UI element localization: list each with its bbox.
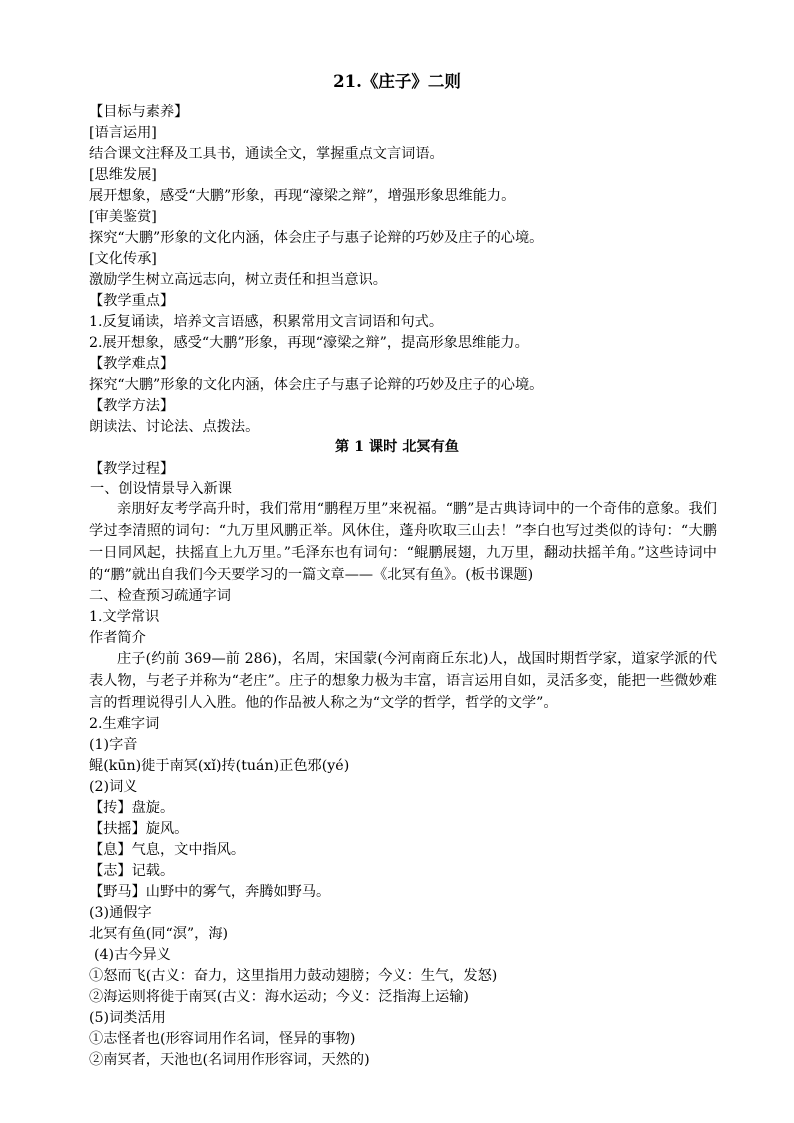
cilei-heading: (5)词类活用 — [89, 1010, 166, 1026]
cilei-item-1: ①志怪者也(形容词用作名词，怪异的事物) — [89, 1031, 356, 1047]
section-1-heading: 一、创设情景导入新课 — [90, 481, 232, 497]
key-point-1: 1.反复诵读，培养文言语感，积累常用文言词语和句式。 — [89, 314, 444, 330]
meaning-item-2: 【扶摇】旋风。 — [89, 821, 189, 837]
language-text: 结合课文注释及工具书，通读全文，掌握重点文言词语。 — [89, 146, 444, 162]
key-point-2: 2.展开想象，感受“大鹏”形象，再现“濠梁之辩”，提高形象思维能力。 — [89, 335, 529, 351]
pronunciation-text: 鲲(kūn)徙于南冥(xǐ)抟(tuán)正色邪(yé) — [89, 758, 350, 774]
aesthetic-tag: [审美鉴赏] — [89, 209, 157, 225]
document-title: 21.《庄子》二则 — [333, 72, 461, 91]
goals-heading: 【目标与素养】 — [89, 104, 189, 120]
difficulties-text: 探究“大鹏”形象的文化内涵，体会庄子与惠子论辩的巧妙及庄子的心境。 — [89, 377, 544, 393]
language-tag: [语言运用] — [89, 125, 157, 141]
vocab-heading: 2.生难字词 — [89, 716, 160, 732]
meaning-heading: (2)词义 — [89, 779, 138, 795]
meaning-item-4: 【志】记载。 — [89, 863, 175, 879]
lesson-title: 第 1 课时 北冥有鱼 — [334, 439, 459, 455]
cilei-item-2: ②南冥者，天池也(名词用作形容词，天然的) — [89, 1052, 370, 1068]
meaning-item-1: 【抟】盘旋。 — [89, 800, 175, 816]
tongjia-text: 北冥有鱼(同“溟”，海) — [89, 926, 229, 942]
author-heading: 作者简介 — [89, 630, 146, 646]
difficulties-heading: 【教学难点】 — [89, 356, 175, 372]
key-points-heading: 【教学重点】 — [89, 293, 175, 309]
tongjia-heading: (3)通假字 — [89, 905, 152, 921]
gujin-item-1: ①怒而飞(古义：奋力，这里指用力鼓动翅膀；今义：生气，发怒) — [89, 968, 498, 984]
culture-tag: [文化传承] — [89, 251, 157, 267]
section-2-heading: 二、检查预习疏通字词 — [89, 588, 231, 604]
gujin-heading: (4)古今异义 — [94, 947, 171, 963]
pronunciation-heading: (1)字音 — [89, 737, 138, 753]
methods-text: 朗读法、讨论法、点拨法。 — [89, 419, 260, 435]
intro-paragraph: 亲朋好友考学高升时，我们常用“鹏程万里”来祝福。“鹏”是古典诗词中的一个奇伟的意象。我们学过李清照的词句：“九万里风鹏正举。风休住，蓬舟吹取三山去！”李白也写过类似的诗句：“大鹏一日同风起，扶摇直上九万里。”毛泽东也有词句：“鲲鹏展翅，九万里，翻动扶摇羊角。”这些诗词中的“鹏”就出自我们今天要学习的一篇文章——《北冥有鱼》。(板书课题) — [89, 501, 717, 583]
thinking-tag: [思维发展] — [89, 167, 157, 183]
aesthetic-text: 探究“大鹏”形象的文化内涵，体会庄子与惠子论辩的巧妙及庄子的心境。 — [89, 230, 544, 246]
process-heading: 【教学过程】 — [89, 461, 175, 477]
meaning-item-3: 【息】气息，文中指风。 — [89, 842, 246, 858]
literature-heading: 1.文学常识 — [89, 609, 160, 625]
culture-text: 激励学生树立高远志向，树立责任和担当意识。 — [89, 272, 387, 288]
thinking-text: 展开想象，感受“大鹏”形象，再现“濠梁之辩”，增强形象思维能力。 — [89, 188, 516, 204]
author-paragraph: 庄子(约前 369—前 286)，名周，宋国蒙(今河南商丘东北)人，战国时期哲学家，道家学派的代表人物，与老子并称为“老庄”。庄子的想象力极为丰富，语言运用自如，灵活多变，能把一些微妙难言的哲理说得引人入胜。他的作品被人称之为“文学的哲学，哲学的文学”。 — [89, 651, 717, 711]
gujin-item-2: ②海运则将徙于南冥(古义：海水运动；今义：泛指海上运输) — [89, 989, 469, 1005]
methods-heading: 【教学方法】 — [89, 398, 175, 414]
meaning-item-5: 【野马】山野中的雾气，奔腾如野马。 — [89, 884, 331, 900]
